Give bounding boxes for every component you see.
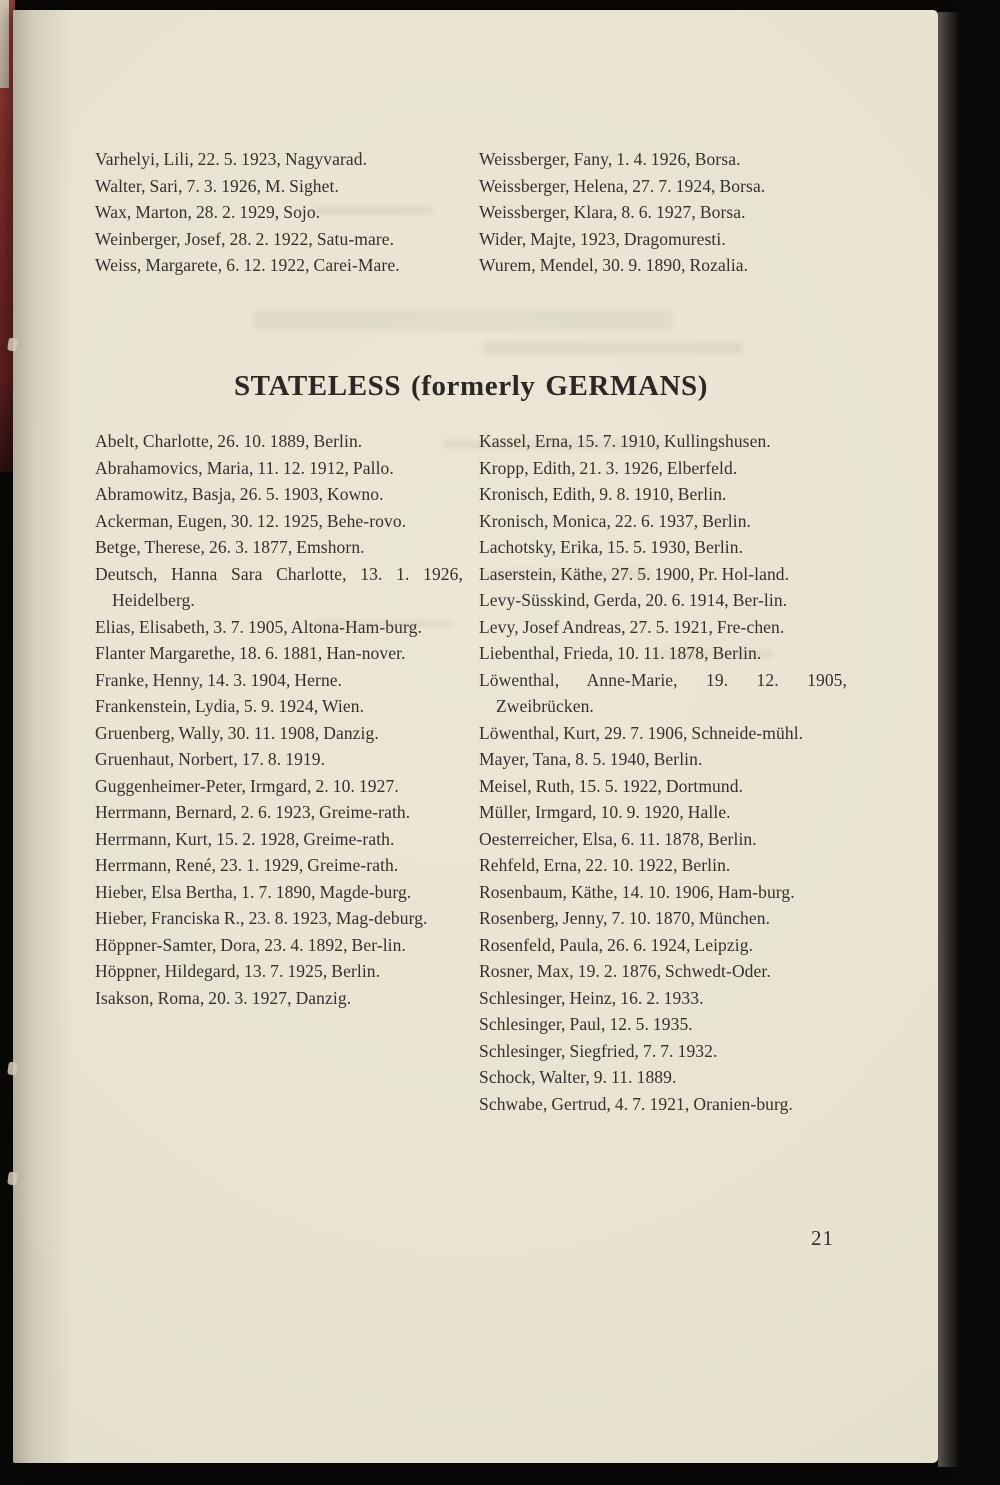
list-entry: Herrmann, Bernard, 2. 6. 1923, Greime-rath. xyxy=(95,802,411,822)
list-entry: Isakson, Roma, 20. 3. 1927, Danzig. xyxy=(95,987,352,1008)
list-entry: Frankenstein, Lydia, 5. 9. 1924, Wien. xyxy=(95,696,365,716)
list-entry: Weiss, Margarete, 6. 12. 1922, Carei-Mare. xyxy=(95,255,400,275)
binding-stitch-mark xyxy=(7,1061,18,1075)
stateless-right-column xyxy=(479,428,847,1117)
list-entry: Franke, Henny, 14. 3. 1904, Herne. xyxy=(95,669,343,690)
list-entry: Löwenthal, Anne-Marie, 19. 12. 1905, Zweibrücken. xyxy=(479,669,847,716)
list-entry: Laserstein, Käthe, 27. 5. 1900, Pr. Hol-land. xyxy=(479,563,790,584)
list-entry: Höppner-Samter, Dora, 23. 4. 1892, Ber-lin. xyxy=(95,934,406,955)
list-entry: Mayer, Tana, 8. 5. 1940, Berlin. xyxy=(479,749,703,769)
list-entry: Wurem, Mendel, 30. 9. 1890, Rozalia. xyxy=(479,255,749,275)
list-entry: Walter, Sari, 7. 3. 1926, M. Sighet. xyxy=(95,175,339,196)
page-number: 21 xyxy=(811,1226,834,1250)
list-entry: Schlesinger, Heinz, 16. 2. 1933. xyxy=(479,987,704,1008)
list-entry: Rosenfeld, Paula, 26. 6. 1924, Leipzig. xyxy=(479,934,754,955)
list-entry: Rosner, Max, 19. 2. 1876, Schwedt-Oder. xyxy=(479,961,771,981)
list-entry: Rosenbaum, Käthe, 14. 10. 1906, Ham-burg. xyxy=(479,881,795,902)
page-edge xyxy=(938,12,960,1467)
list-entry: Deutsch, Hanna Sara Charlotte, 13. 1. 1926, Heidelberg. xyxy=(95,563,463,610)
list-entry: Flanter Margarethe, 18. 6. 1881, Han-nover. xyxy=(95,643,406,663)
continued-list-left-column xyxy=(95,146,463,279)
list-entry: Levy-Süsskind, Gerda, 20. 6. 1914, Ber-lin. xyxy=(479,590,788,610)
list-entry: Ackerman, Eugen, 30. 12. 1925, Behe-rovo. xyxy=(95,510,407,531)
list-entry: Herrmann, René, 23. 1. 1929, Greime-rath. xyxy=(95,855,399,875)
list-entry: Meisel, Ruth, 15. 5. 1922, Dortmund. xyxy=(479,775,744,796)
list-entry: Schock, Walter, 9. 11. 1889. xyxy=(479,1067,677,1087)
list-entry: Herrmann, Kurt, 15. 2. 1928, Greime-rath. xyxy=(95,828,395,849)
binding-stitch-mark xyxy=(7,337,18,351)
list-entry: Rehfeld, Erna, 22. 10. 1922, Berlin. xyxy=(479,855,731,875)
list-entry: Kassel, Erna, 15. 7. 1910, Kullingshusen. xyxy=(479,431,771,451)
list-entry: Lachotsky, Erika, 15. 5. 1930, Berlin. xyxy=(479,537,744,557)
list-entry: Kropp, Edith, 21. 3. 1926, Elberfeld. xyxy=(479,457,738,478)
list-entry: Abrahamovics, Maria, 11. 12. 1912, Pallo. xyxy=(95,457,394,478)
page-sheet xyxy=(13,10,938,1463)
list-entry: Hieber, Franciska R., 23. 8. 1923, Mag-deburg. xyxy=(95,908,428,928)
list-entry: Wider, Majte, 1923, Dragomuresti. xyxy=(479,228,726,249)
list-entry: Weissberger, Klara, 8. 6. 1927, Borsa. xyxy=(479,202,746,222)
list-entry: Abramowitz, Basja, 26. 5. 1903, Kowno. xyxy=(95,484,384,504)
list-entry: Betge, Therese, 26. 3. 1877, Emshorn. xyxy=(95,537,365,557)
list-entry: Gruenberg, Wally, 30. 11. 1908, Danzig. xyxy=(95,722,379,743)
list-entry: Kronisch, Monica, 22. 6. 1937, Berlin. xyxy=(479,510,752,531)
list-entry: Oesterreicher, Elsa, 6. 11. 1878, Berlin. xyxy=(479,828,757,849)
stateless-list xyxy=(95,428,847,1117)
list-entry: Weinberger, Josef, 28. 2. 1922, Satu-mare. xyxy=(95,228,395,249)
list-entry: Elias, Elisabeth, 3. 7. 1905, Altona-Ham-burg. xyxy=(95,616,422,637)
list-entry: Hieber, Elsa Bertha, 1. 7. 1890, Magde-burg. xyxy=(95,881,412,902)
list-entry: Guggenheimer-Peter, Irmgard, 2. 10. 1927. xyxy=(95,775,399,796)
list-entry: Schlesinger, Siegfried, 7. 7. 1932. xyxy=(479,1040,718,1061)
continued-list xyxy=(95,146,847,279)
binding-stitch-mark xyxy=(7,1171,18,1185)
list-entry: Gruenhaut, Norbert, 17. 8. 1919. xyxy=(95,749,326,769)
list-entry: Weissberger, Helena, 27. 7. 1924, Borsa. xyxy=(479,175,766,196)
stateless-left-column xyxy=(95,428,463,1117)
underlying-page-sliver xyxy=(0,0,9,88)
list-entry: Kronisch, Edith, 9. 8. 1910, Berlin. xyxy=(479,484,727,504)
list-entry: Höppner, Hildegard, 13. 7. 1925, Berlin. xyxy=(95,961,381,981)
list-entry: Schwabe, Gertrud, 4. 7. 1921, Oranien-burg. xyxy=(479,1093,793,1114)
list-entry: Varhelyi, Lili, 22. 5. 1923, Nagyvarad. xyxy=(95,149,368,169)
list-entry: Rosenberg, Jenny, 7. 10. 1870, München. xyxy=(479,908,771,928)
list-entry: Löwenthal, Kurt, 29. 7. 1906, Schneide-mühl. xyxy=(479,722,804,743)
list-entry: Weissberger, Fany, 1. 4. 1926, Borsa. xyxy=(479,149,741,169)
list-entry: Liebenthal, Frieda, 10. 11. 1878, Berlin. xyxy=(479,643,762,663)
list-entry: Müller, Irmgard, 10. 9. 1920, Halle. xyxy=(479,802,731,822)
section-heading: STATELESS (formerly GERMANS) xyxy=(233,370,709,402)
list-entry: Abelt, Charlotte, 26. 10. 1889, Berlin. xyxy=(95,431,363,451)
list-entry: Wax, Marton, 28. 2. 1929, Sojo. xyxy=(95,202,321,222)
list-entry: Schlesinger, Paul, 12. 5. 1935. xyxy=(479,1014,693,1034)
list-entry: Levy, Josef Andreas, 27. 5. 1921, Fre-chen. xyxy=(479,616,785,637)
continued-list-right-column xyxy=(479,146,847,279)
